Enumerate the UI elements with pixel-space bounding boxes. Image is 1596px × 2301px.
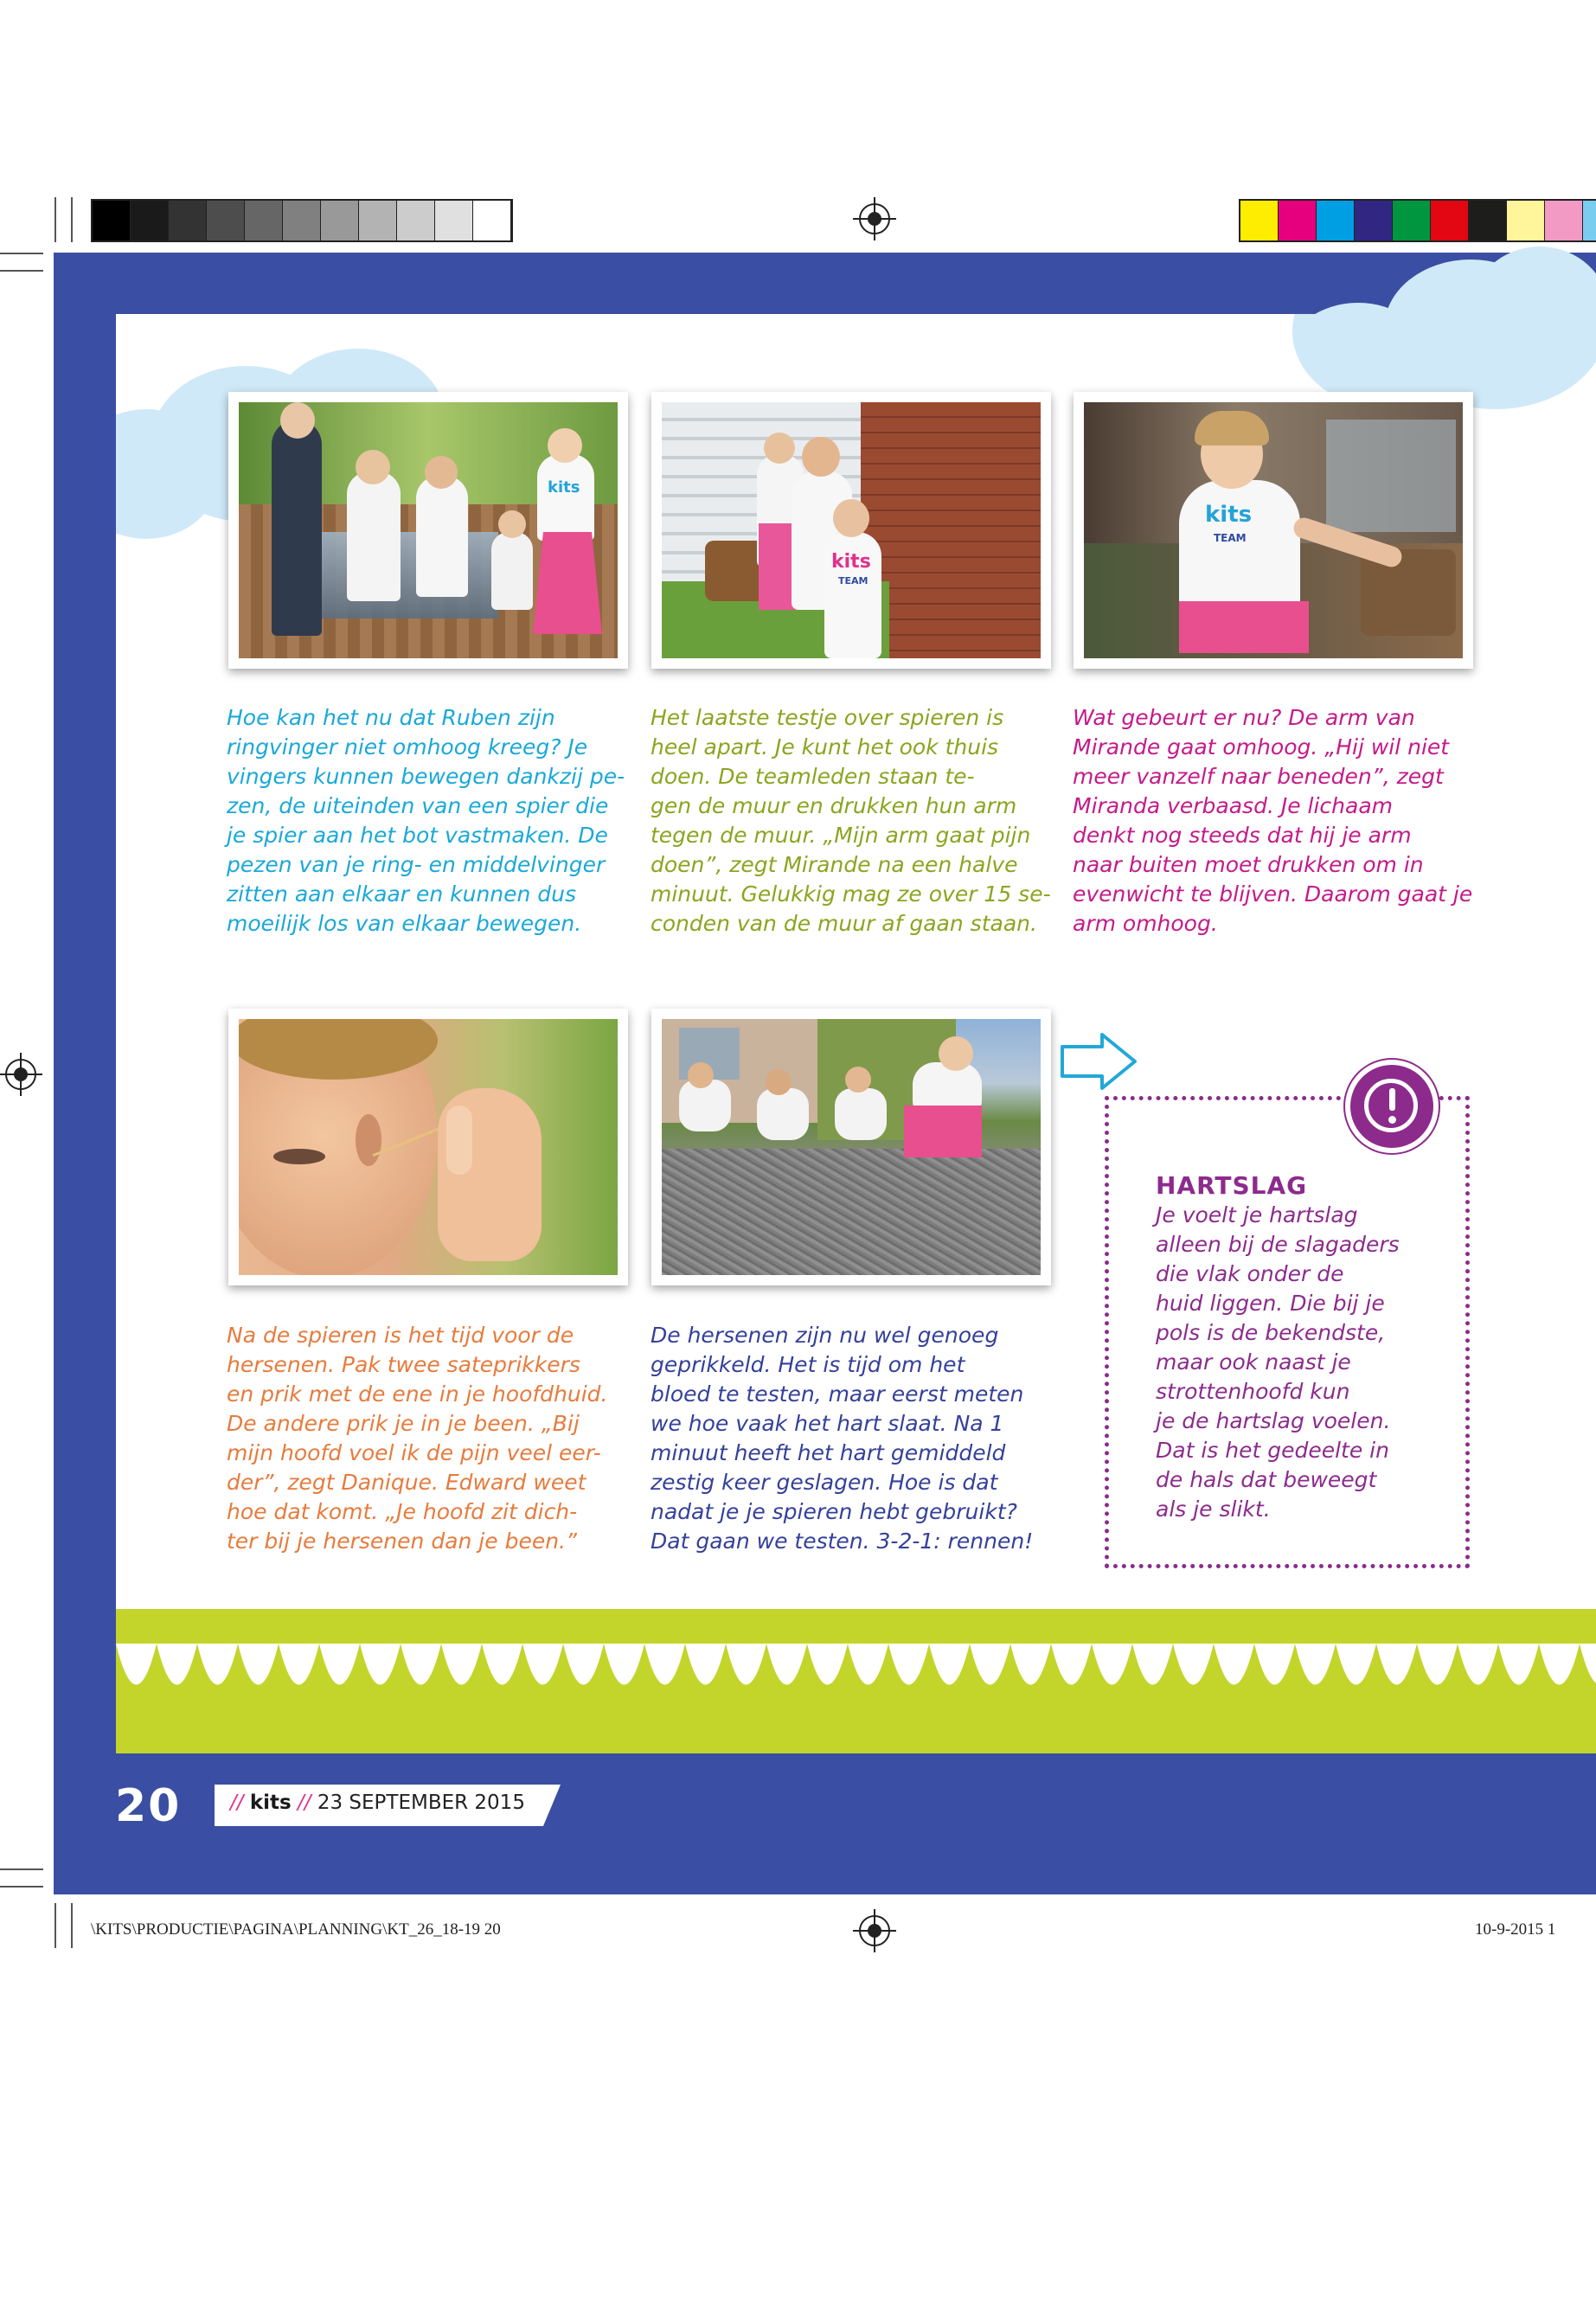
crop-mark <box>71 197 73 242</box>
registration-mark-icon <box>5 1059 36 1090</box>
arrow-right-icon <box>1061 1031 1138 1092</box>
shirt-team-text: TEAM <box>838 575 869 586</box>
info-box-text <box>1156 1201 1450 1524</box>
info-box-line: als je slikt. <box>1156 1497 1271 1522</box>
caption-line: zestig keer geslagen. Hoe is dat <box>651 1470 998 1495</box>
caption-arm-omhoog <box>1073 703 1479 939</box>
caption-line: Miranda verbaasd. Je lichaam <box>1073 793 1394 818</box>
color-calibration-strip <box>1239 199 1596 242</box>
caption-line: denkt nog steeds dat hij je arm <box>1073 823 1412 848</box>
caption-line: mijn hoofd voel ik de pijn veel eer- <box>227 1440 601 1465</box>
slug-filepath: \KITS\PRODUCTIE\PAGINA\PLANNING\KT_26_18-19 20 <box>91 1920 501 1939</box>
shirt-logo: kits <box>831 551 871 573</box>
gray-swatch <box>359 201 397 240</box>
caption-line: minuut heeft het hart gemiddeld <box>651 1440 1006 1465</box>
gray-swatch <box>93 201 131 240</box>
caption-line: gen de muur en drukken hun arm <box>651 793 1017 818</box>
caption-line: vingers kunnen bewegen dankzij pe- <box>227 764 625 789</box>
caption-line: en prik met de ene in je hoofdhuid. <box>227 1381 608 1407</box>
caption-hersenen <box>227 1321 633 1556</box>
caption-line: naar buiten moet drukken om in <box>1073 852 1424 877</box>
caption-line: bloed te testen, maar eerst meten <box>651 1381 1024 1407</box>
color-swatch <box>1317 201 1355 240</box>
caption-hartslag-meten <box>651 1321 1057 1556</box>
caption-line: doen. De teamleden staan te- <box>651 764 975 789</box>
caption-line: minuut. Gelukkig mag ze over 15 se- <box>651 881 1051 907</box>
footer-separator: // <box>298 1791 311 1814</box>
color-swatch <box>1469 201 1507 240</box>
page-number: 20 <box>115 1780 182 1832</box>
caption-ringvinger <box>227 703 633 939</box>
color-swatch <box>1583 201 1596 240</box>
footer-brand: kits <box>249 1791 292 1814</box>
grass-tongue-shape <box>116 1644 1596 1685</box>
color-swatch <box>1279 201 1317 240</box>
info-box-title: HARTSLAG <box>1156 1171 1308 1200</box>
shirt-logo: kits <box>1205 502 1253 528</box>
crop-mark <box>0 270 43 272</box>
registration-mark-icon <box>859 1915 890 1946</box>
gray-swatch <box>321 201 359 240</box>
grayscale-calibration-strip <box>91 199 513 242</box>
info-box-line: pols is de bekendste, <box>1156 1320 1386 1345</box>
info-box-line: strottenhoofd kun <box>1156 1379 1350 1404</box>
caption-line: moeilijk los van elkaar bewegen. <box>227 911 582 936</box>
footer-date: 23 SEPTEMBER 2015 <box>317 1791 525 1814</box>
crop-mark <box>0 1868 43 1870</box>
info-box-line: maar ook naast je <box>1156 1349 1351 1375</box>
crop-mark <box>71 1903 73 1948</box>
crop-mark <box>54 1903 56 1948</box>
crop-mark <box>0 1886 43 1888</box>
caption-line: Hoe kan het nu dat Ruben zijn <box>227 705 555 730</box>
slug-date: 10-9-2015 1 <box>1475 1920 1556 1939</box>
info-box-line: de hals dat beweegt <box>1156 1467 1377 1492</box>
color-swatch <box>1393 201 1431 240</box>
photo-garden-group <box>228 392 628 669</box>
info-box-line: Dat is het gedeelte in <box>1156 1438 1389 1463</box>
caption-line: geprikkeld. Het is tijd om het <box>651 1352 965 1377</box>
crop-mark <box>54 197 56 242</box>
gray-swatch <box>435 201 473 240</box>
caption-line: ter bij je hersenen dan je been.” <box>227 1529 577 1554</box>
caption-line: Wat gebeurt er nu? De arm van <box>1073 705 1415 730</box>
caption-line: conden van de muur af gaan staan. <box>651 911 1037 936</box>
info-box-line: je de hartslag voelen. <box>1156 1408 1391 1433</box>
color-swatch <box>1545 201 1583 240</box>
caption-line: pezen van je ring- en middelvinger <box>227 852 606 877</box>
caption-line: De andere prik je in je been. „Bij <box>227 1411 580 1436</box>
caption-line: ringvinger niet omhoog kreeg? Je <box>227 734 588 760</box>
gray-swatch <box>473 201 511 240</box>
photo-arm-raising <box>1074 392 1473 669</box>
info-box-line: alleen bij de slagaders <box>1156 1232 1400 1257</box>
caption-line: arm omhoog. <box>1073 911 1218 936</box>
caption-line: hoe dat komt. „Je hoofd zit dich- <box>227 1499 578 1524</box>
caption-line: zen, de uiteinden van een spier die <box>227 793 609 818</box>
gray-swatch <box>397 201 435 240</box>
photo-running-start <box>651 1009 1051 1285</box>
caption-line: Dat gaan we testen. 3-2-1: rennen! <box>651 1529 1034 1554</box>
photo-wall-test <box>651 392 1051 669</box>
caption-line: meer vanzelf naar beneden”, zegt <box>1073 764 1444 789</box>
caption-line: evenwicht te blijven. Daarom gaat je <box>1073 881 1473 907</box>
gray-swatch <box>131 201 169 240</box>
caption-line: zitten aan elkaar en kunnen dus <box>227 881 577 907</box>
color-swatch <box>1507 201 1545 240</box>
registration-mark-icon <box>859 203 890 234</box>
caption-line: Mirande gaat omhoog. „Hij wil niet <box>1073 734 1450 760</box>
shirt-team-text: TEAM <box>1214 532 1247 544</box>
caption-line: der”, zegt Danique. Edward weet <box>227 1470 586 1495</box>
grass-scallop-decoration <box>116 1644 1596 1713</box>
info-box-line: huid liggen. Die bij je <box>1156 1291 1385 1316</box>
footer-separator: // <box>230 1791 244 1814</box>
crop-mark <box>0 253 43 254</box>
caption-line: tegen de muur. „Mijn arm gaat pijn <box>651 823 1031 848</box>
shirt-logo: kits <box>548 478 580 497</box>
caption-line: Het laatste testje over spieren is <box>651 705 1004 730</box>
photo-skewer-test <box>228 1009 628 1285</box>
caption-muur-test <box>651 703 1057 939</box>
footer-issue-line <box>230 1791 525 1814</box>
caption-line: doen”, zegt Mirande na een halve <box>651 852 1018 877</box>
gray-swatch <box>207 201 245 240</box>
exclamation-icon <box>1345 1060 1439 1153</box>
color-swatch <box>1240 201 1279 240</box>
color-swatch <box>1431 201 1469 240</box>
caption-line: we hoe vaak het hart slaat. Na 1 <box>651 1411 1004 1436</box>
caption-line: heel apart. Je kunt het ook thuis <box>651 734 999 760</box>
caption-line: Na de spieren is het tijd voor de <box>227 1323 574 1348</box>
color-swatch <box>1355 201 1393 240</box>
caption-line: hersenen. Pak twee sateprikkers <box>227 1352 580 1377</box>
gray-swatch <box>245 201 283 240</box>
gray-swatch <box>283 201 321 240</box>
caption-line: nadat je je spieren hebt gebruikt? <box>651 1499 1017 1524</box>
info-box-line: Je voelt je hartslag <box>1156 1202 1358 1227</box>
info-box-line: die vlak onder de <box>1156 1261 1344 1286</box>
caption-line: je spier aan het bot vastmaken. De <box>227 823 608 848</box>
gray-swatch <box>169 201 207 240</box>
caption-line: De hersenen zijn nu wel genoeg <box>651 1323 999 1348</box>
